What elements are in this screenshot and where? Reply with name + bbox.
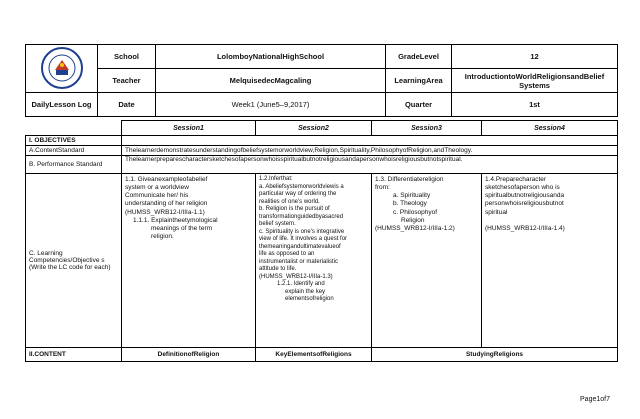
s1-line: (HUMSS_WRB12-I/IIIa-1.1) — [125, 208, 205, 216]
s3-line: b. Theology — [393, 200, 427, 208]
s4-line: 1.4.Preparecharacter — [485, 176, 547, 183]
s2-line: (HUMSS_WRB12-I/IIIa-1.3) — [259, 273, 333, 280]
session-header-1: Session1 — [122, 121, 256, 136]
s2-line: b. Religion is the pursuit of — [259, 206, 330, 212]
objectives-blank — [122, 136, 618, 146]
s1-line: religion. — [151, 232, 174, 240]
quarter-value-text: 1st — [529, 100, 540, 109]
lesson-table — [25, 120, 618, 362]
content-session34: StudyingReligions — [372, 348, 618, 362]
performance-standard-text: Thelearnerpreparescharactersketchesofapersonwhoisspiritualbutnotreligiousandapersonwhoisreligiousbutnotspiritual. — [122, 156, 618, 174]
s2-line: realities of one's world. — [259, 198, 320, 205]
s2-line: attitude to life. — [259, 266, 297, 272]
s4-line: spiritualbutnotreligiousanda — [485, 192, 565, 200]
s2-line: elementsofreligion — [285, 296, 334, 302]
s3-line: a. Spirituality — [393, 192, 431, 200]
lesson-log-title: DailyLesson Log — [26, 93, 98, 117]
header-table — [25, 44, 618, 117]
date-value: Week1 (June5–9,2017) — [156, 93, 386, 117]
session-header-4: Session4 — [482, 121, 618, 136]
grade-level-value: 12 — [452, 45, 618, 69]
page-number: Page1of7 — [580, 396, 610, 403]
s1-line: system or a worldview — [125, 184, 189, 192]
content-session2: KeyElementsofReligions — [256, 348, 372, 362]
s1-line: Communicate her/ his — [125, 192, 189, 200]
teacher-value: MelquisedecMagcaling — [156, 69, 386, 93]
s2-line: themeaningandultimatevalueof — [259, 243, 341, 250]
learning-area-label: LearningArea — [386, 69, 452, 93]
learning-competencies-label: C. Learning Competencies/Objective s (Write the LC code for each) — [26, 174, 122, 348]
s3-line: from: — [375, 184, 390, 192]
s3-line: 1.3. Differentiatereligion — [375, 176, 444, 183]
deped-seal-icon — [40, 46, 84, 90]
objectives-title: I. OBJECTIVES — [26, 136, 122, 146]
s3-line: (HUMSS_WRB12-I/IIIa-1.2) — [375, 224, 455, 232]
s1-line: 1.1. Giveanexampleofabelief — [125, 176, 208, 183]
school-value: LolomboyNationalHighSchool — [156, 45, 386, 69]
session1-competencies — [122, 174, 256, 348]
s1-line: understanding of her religion — [125, 200, 208, 208]
content-session1: DefinitionofReligion — [122, 348, 256, 362]
quarter-value — [452, 93, 618, 117]
s4-line: sketchesofaperson who is — [485, 184, 560, 192]
teacher-label: Teacher — [98, 69, 156, 93]
s1-line: meanings of the term — [151, 224, 213, 232]
s2-line: explain the key — [285, 288, 326, 295]
session-header-3: Session3 — [372, 121, 482, 136]
s4-line: (HUMSS_WRB12-I/IIIa-1.4) — [485, 224, 565, 232]
session3-competencies — [372, 174, 482, 348]
s2-line: transformationguidedbyasacred — [259, 213, 344, 220]
date-label: Date — [98, 93, 156, 117]
s2-line: 1.2.Inferthat: — [259, 176, 293, 182]
grade-level-label: GradeLevel — [386, 45, 452, 69]
s1-line: 1.1.1. Explaintheetymological — [133, 216, 218, 224]
s2-line: life as opposed to an — [259, 251, 315, 257]
performance-standard-label: B. Performance Standard — [26, 156, 122, 174]
content-title: II.CONTENT — [26, 348, 122, 362]
s2-line: a. Abeliefsystemorworldviewis a — [259, 183, 344, 190]
logo-cell — [26, 45, 98, 93]
quarter-label: Quarter — [386, 93, 452, 117]
s2-line: c. Spirituality is one's integrative — [259, 228, 345, 235]
session2-competencies — [256, 174, 372, 348]
s4-line: personwhoisreligiousbutnot — [485, 200, 564, 208]
content-standard-label: A.ContentStandard — [26, 146, 122, 156]
learning-area-value: IntroductiontoWorldReligionsandBelief Systems — [452, 69, 618, 93]
s2-line: belief system. — [259, 221, 296, 227]
s2-line: 1.2.1. Identify and — [277, 281, 325, 287]
s2-line: instrumentalist or materialistic — [259, 258, 339, 265]
s2-line: view of life. It involves a quest for — [259, 236, 348, 242]
s2-line: particular way of ordering the — [259, 191, 337, 197]
corner-cell — [26, 121, 122, 136]
session4-competencies — [482, 174, 618, 348]
s3-line: c. Philosophyof — [393, 208, 438, 216]
s4-line: spiritual — [485, 208, 508, 216]
content-standard-text: Thelearnerdemonstratesunderstandingofbeliefsystemorworldview,Religion,Spirituality,PhilosophyofReligion,andTheology. — [122, 146, 618, 156]
s3-line: Religion — [401, 216, 425, 224]
school-label: School — [98, 45, 156, 69]
session-header-2: Session2 — [256, 121, 372, 136]
